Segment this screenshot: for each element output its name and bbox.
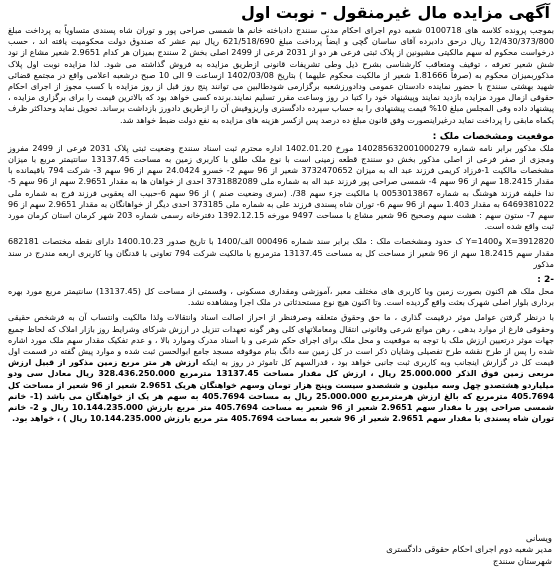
notice-intro-paragraph: بموجب پرونده کلاسه های 0100718 شعبه دوم اجرای احکام مدنی سنندج دادباخته خانم ها شمسی صراحی پور و توران شاه پسندی متساویاً به پرداخت مبلغ 12/430/373/800 ریال درحق دادبرده آقای ساسان گچی و ایضاً پرداخت مبلغ 621/518/690 ریال نیم عشر که صندوق دولت محکومیت یافته اند ، حسب درخواست محکوم له سهم مالکیتی مشیونین از پلاک ثبتی فرعی هر دو از 2031 فرعی از 2499 اصلی بخش 2 سنندج بمیزان هر کدام 2.9651 شعیر مشاع از نود شش شعیر تعرفه ، توقیف ومتعاقب کارشناسی بشرح ذیل وطی تشریفات قانونی ازطریق مزایده به فروش گذاشته می شود. لذا مزایده نوبت اول پلاک مذکوربمیزان محکوم به (صرفاً 1.81666 شعیر از مالکیت محکوم علیهما ) بتاریخ 1402/03/08 ازساعت 9 الی 10 صبح درشعبه اعلامی واقع در مجتمع قضائی شهید بهشتی سنندج با حضور نماینده دادستان عمومی ودادورزشعبه برگزارمی شودطالبین می توانند پنج روز قبل از روز مزایده با کسب مجوز از اجرای احکام حقوقی ازمال مورد مزایده بازدید نمایند وپیشنهاد خود را کتبا در روز وساعت مقرر تسلیم نمایند.برنده کسی خواهد بود که بالاترین قیمت را برای برگزاری مزایده ، پیشنهاد داده وفی المجلس مبلغ 10% قیمت پیشنهادی را به حساب سپرده دادگستری واریزوفیش آن را ازطریق دادورز بازداشت برساند. تحویل نماید وحداکثر ظرف یکماه مابقی را پرداخت نماید درغیراینصورت وفق قانون مبلغ ده درصد پس ازکسر هزینه های مزایده به نفع دولت ضبط خواهد شد. [8, 25, 555, 125]
signature-block [294, 534, 554, 569]
section-two-paragraph: محل ملک هم اکنون بصورت زمین وبا کاربری های مختلف معبر ،آموزشی ومقداری مسکونی ، وقسمتی از مساحت کل (13137.45) سانتیمتر مربع مورد بهره برداری بلوار اصلی شهرک بعثت واقع گردیده است. وتا اکنون هیچ نوع مستحدثاتی در ملک اجرا ومشاهده نشد. [8, 286, 554, 308]
section-two-heading: -2 : [537, 275, 554, 286]
signature-line: مدیر شعبه دوم اجرای احکام حقوقی دادگستری [386, 545, 552, 555]
signature-city: شهرستان سنندج [492, 556, 552, 567]
notice-title: آگهی مزایده مال غیرمنقول - نوبت اول [240, 3, 550, 22]
valuation-text-regular: با درنظر گرفتن عوامل موثر درقیمت گذاری ، ما حق وحقوق متعلقه وصرفنظر از احراز اصالت اسناد وانتقالات ولذا مالکیت وانتساب آن به فرشخص حقیقی وحقوقی فارغ از موارد بدهی ، رهن موانع شرعی وقانونی انتقال ومعاملاتهای کلی وهر گونه تعهدات تنزیل در ارزش شرکای وشرایط روز بازار املاک که لحاظ جمیع جهات موثر درتعیین ارزش ملک با توجه به موقعیت و محل ملک برای اجرای حکم شرعی و با اسناد مدرک وموارد بالا ، و عدم تفکیک مقدار سهم ملک مورد اشاره شده را پس از طرح نقشه طرح تفصیلی وشایان ذکر است در کل زمین سه دانگ بنام موقوفه مسجد جامع ابوالحسن ثبت شده و موارد پیش گفته در قسمت اول قیمت کل در گزارش اینجانب وبه کاربری ثبت جانبی خواهد بود ، قدرالسهم کل تاموثر در روز به اینکه [8, 312, 555, 368]
valuation-paragraph [6, 312, 556, 424]
property-heading: موقعیت ومشخصات ملک : [432, 130, 554, 142]
property-section-1: ملک مذکور برابر نامه شماره 140285632001000279 مورخ 1402.01.20 اداره محترم ثبت اسناد سنندج وضعیت ثبتی پلاک 2031 فرعی از 2499 مفروز ومجزی از صفر فرعی از اصلی مذکور بخش دو سنندج قطعه زمینی است با نوع ملک طلق با کاربری زمین به مساحت 13137.45 سانتیمتر مربع با میزان مشخصات مالکیت 1-فرزاد کریمی فرزند عبد اله به میزان 3732470652 شعیر از 96 سهم 2- خسرو 24.0424 سهم از 96 سهم 3- شرکت 794 باقیمانده با مقدار 18.2415 سهم از 96 سهم 4- شمسی صراحی پور فرزند عبد اله به شماره ملی 3731882089 احدی از خواهان ها به مقدار 2.9651 سهم از 96 سهم 5- ندا خلیفه فرزند هوشنگ به شماره 0053013867 با مالکیت جزء سهم 38/. (سری وضعیت صنم ) از 96 سهم 6-حبیب اله یعقوبی فرزند فرج به شماره ملی 6469381022 به مقدار 1.403 سهم از 96 سهم 6- توران شاه پسندی فرزند علی به شماره ملی 373185 احدی دیگر از خواهانگان به مقدار 2.9651 سهم از 96 سهم 7- ستون سهم : هشت سهم وصحیح 96 شعیر مشاع با مساحت 9497 مورخه 1392.12.15 دفترخانه رسمی شماره 203 شهر کرمان استان کرمان مورد ثبت واقع شده است. [8, 142, 555, 232]
signature-label: ویسانی [525, 533, 552, 544]
valuation-text-bold: ارزش هر متر مربع زمین مذکور از قبیل ارزش مربعی زمین فوق الذکر 25.000.000 ریال ، ارزش کل مقدار مساحت 13137.45 مترمربع 328.436.250.000 ریال معادل سی ودو میلیاردو هشتصدو چهل وسه میلیون و ششصدو سیست وپنج هزار تومان وسهم خواهنگان هریک 2.9651 شعیر از 96 شعیر از مساحت کل 405.7694 مترمربع که بالغ ارزش هرمترمربع 25.000.000 ریال به مساحت 405.7694 به سهم هر یک از خواهنگان می باشد (1- خانم شمسی صراحی پور با مقدار سهم 2.9651 شعیر از 96 شعیر به مساحت 405.7694 متر مربع بارزش 10.144.235.000 ریال و 2- خانم توران شاه پسندی با مقدار سهم 2.9651 شعیر از 96 شعیر به مساحت 405.7694 متر مربع بارزش 10.144.235.000 ریال ) ، خواهد بود. [8, 357, 554, 424]
property-section-2: X=3912820 وY=1400 ک حدود ومشخصات ملک : ملک برابر سند شماره 000496 الف/1400 با تاریخ صدور 1400.10.23 دارای نقطه مختصات 682181 مقدار سهم 18.2415 سهم از 96 شعیر از مساحت کل به مساحت 13137.45 مترمربع با مالکیت شرکت 794 تعاونی با قدنگان وبا کاربری اربعه مندرج در سند مذکور [8, 236, 555, 269]
